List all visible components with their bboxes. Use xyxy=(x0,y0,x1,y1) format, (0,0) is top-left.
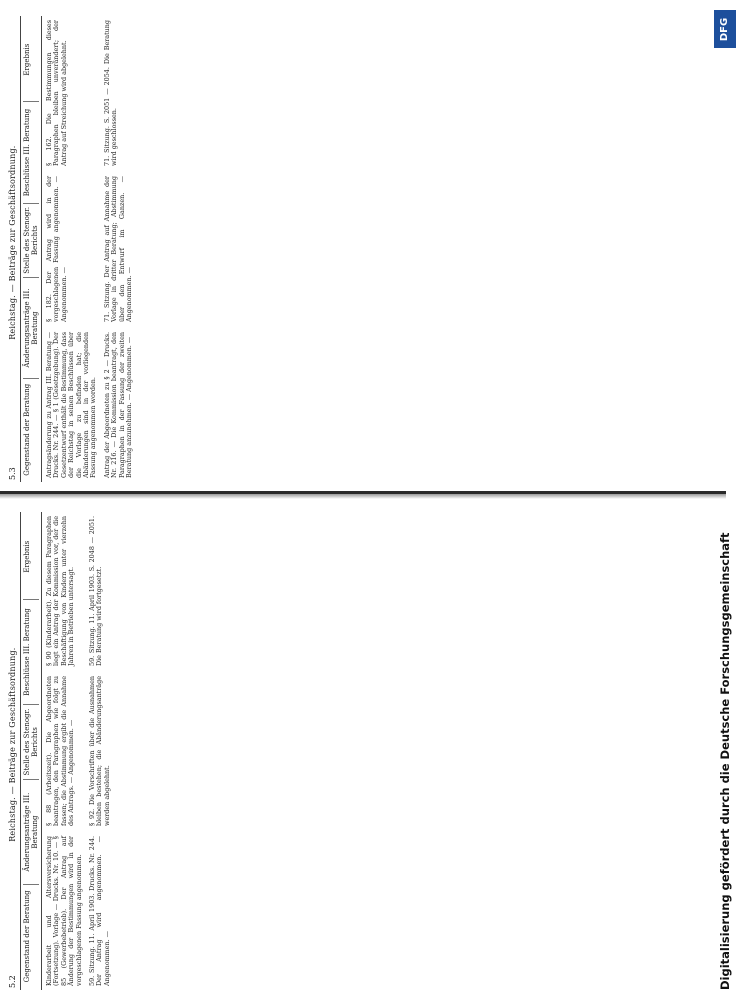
column-header: Änderungsanträge III. Beratung xyxy=(23,779,39,883)
text-block: § 162. Die Bestimmungen dieses Paragraphen bleiben unverändert; der Antrag auf Streichung wird abgelehnt. xyxy=(45,20,68,166)
column-header: Gegenstand der Beratung xyxy=(23,884,39,988)
upper-page-number: 5.3 xyxy=(8,467,17,480)
text-block: 71. Sitzung. S. 2051 — 2054. Die Beratung wird geschlossen. xyxy=(102,20,119,166)
lower-page xyxy=(8,510,728,992)
column-header: Gegenstand der Beratung xyxy=(23,378,39,480)
digitization-credit: Digitalisierung gefördert durch die Deutsche Forschungsgemeinschaft xyxy=(718,532,732,990)
column-header: Beschlüsse III. Beratung xyxy=(23,101,39,203)
page-fold-shadow xyxy=(0,494,726,499)
upper-running-head: Reichstag. — Beiträge zur Geschäftsordnung. xyxy=(8,145,17,340)
text-block: Antragsänderung zu Antrag III. Beratung — Drucks. Nr. 244. — § 1 (Gesetzgebung). Der Gesetzentwurf enthält die Bestimmung, dass der Reichstag in seinen Beschlüssen über die Vorlage zu befinden hat; die Abänderungen sind in der vorliegenden Fassung angenommen worden. xyxy=(45,332,98,478)
lower-page-number: 5.2 xyxy=(8,975,17,988)
dfg-logo-text: DFG xyxy=(719,17,731,41)
text-block: § 92. Die Vorschriften über die Ausnahmen bleiben bestehen; die Abänderungsanträge werden abgelehnt. xyxy=(88,676,111,826)
column-header: Stelle des Stenogr. Berichts xyxy=(23,203,39,277)
column-header: Ergebnis xyxy=(23,43,31,76)
text-block: § 182. Der Antrag wird in der vorgeschlagenen Fassung angenommen. — Angenommen. — xyxy=(45,176,68,322)
text-block: 59. Sitzung. 11. April 1903. Drucks. Nr. 244. Der Antrag wird angenommen. — Angenommen. — xyxy=(88,836,111,986)
upper-page xyxy=(8,14,728,484)
text-block: 71. Sitzung. Der Antrag auf Annahme der Vorlage in dritter Beratung; Abstimmung über den Entwurf im Ganzen. — Angenommen. — xyxy=(102,176,134,322)
lower-column-headers xyxy=(20,512,42,990)
text-block: § 88 (Arbeitszeit). Die Abgeordneten beantragen, den Paragraphen wie folgt zu fassen; die Abstimmung ergibt die Annahme des Antrags. — Angenommen. — xyxy=(45,676,76,826)
upper-header xyxy=(8,14,20,484)
lower-running-head: Reichstag. — Beiträge zur Geschäftsordnung. xyxy=(8,647,17,842)
lower-body xyxy=(42,510,121,992)
text-block: Kinderarbeit und Altersversicherung (Fortsetzung). Vorlage — Drucks. Nr. 10. — § 85 (Gewerbebetrieb). Der Antrag auf Änderung der Bestimmungen wird in der vorgeschlagenen Fassung angenommen. xyxy=(45,836,83,986)
upper-column-headers xyxy=(20,16,42,482)
text-block: § 90 (Kinderarbeit). Zu diesem Paragraphen liegt ein Antrag der Kommission vor, der die Beschäftigung von Kindern unter vierzehn Jahren in Betrieben untersagt. xyxy=(45,516,76,666)
column-header: Ergebnis xyxy=(23,540,31,573)
upper-body xyxy=(42,14,143,484)
column-header: Stelle des Stenogr. Berichts xyxy=(23,704,39,780)
column-header: Änderungsanträge III. Beratung xyxy=(23,277,39,379)
column-header: Beschlüsse III. Beratung xyxy=(23,599,39,703)
dfg-logo xyxy=(714,10,736,48)
text-block: Antrag der Abgeordneten zu § 2 — Drucks. Nr. 216. — Die Kommission beantragt, den Paragraphen in der Fassung der zweiten Beratung anzunehmen. — Angenommen. — xyxy=(102,332,134,478)
lower-header xyxy=(8,510,20,992)
text-block: 59. Sitzung. 11. April 1903. S. 2048 — 2051. Die Beratung wird fortgesetzt. xyxy=(88,516,104,666)
